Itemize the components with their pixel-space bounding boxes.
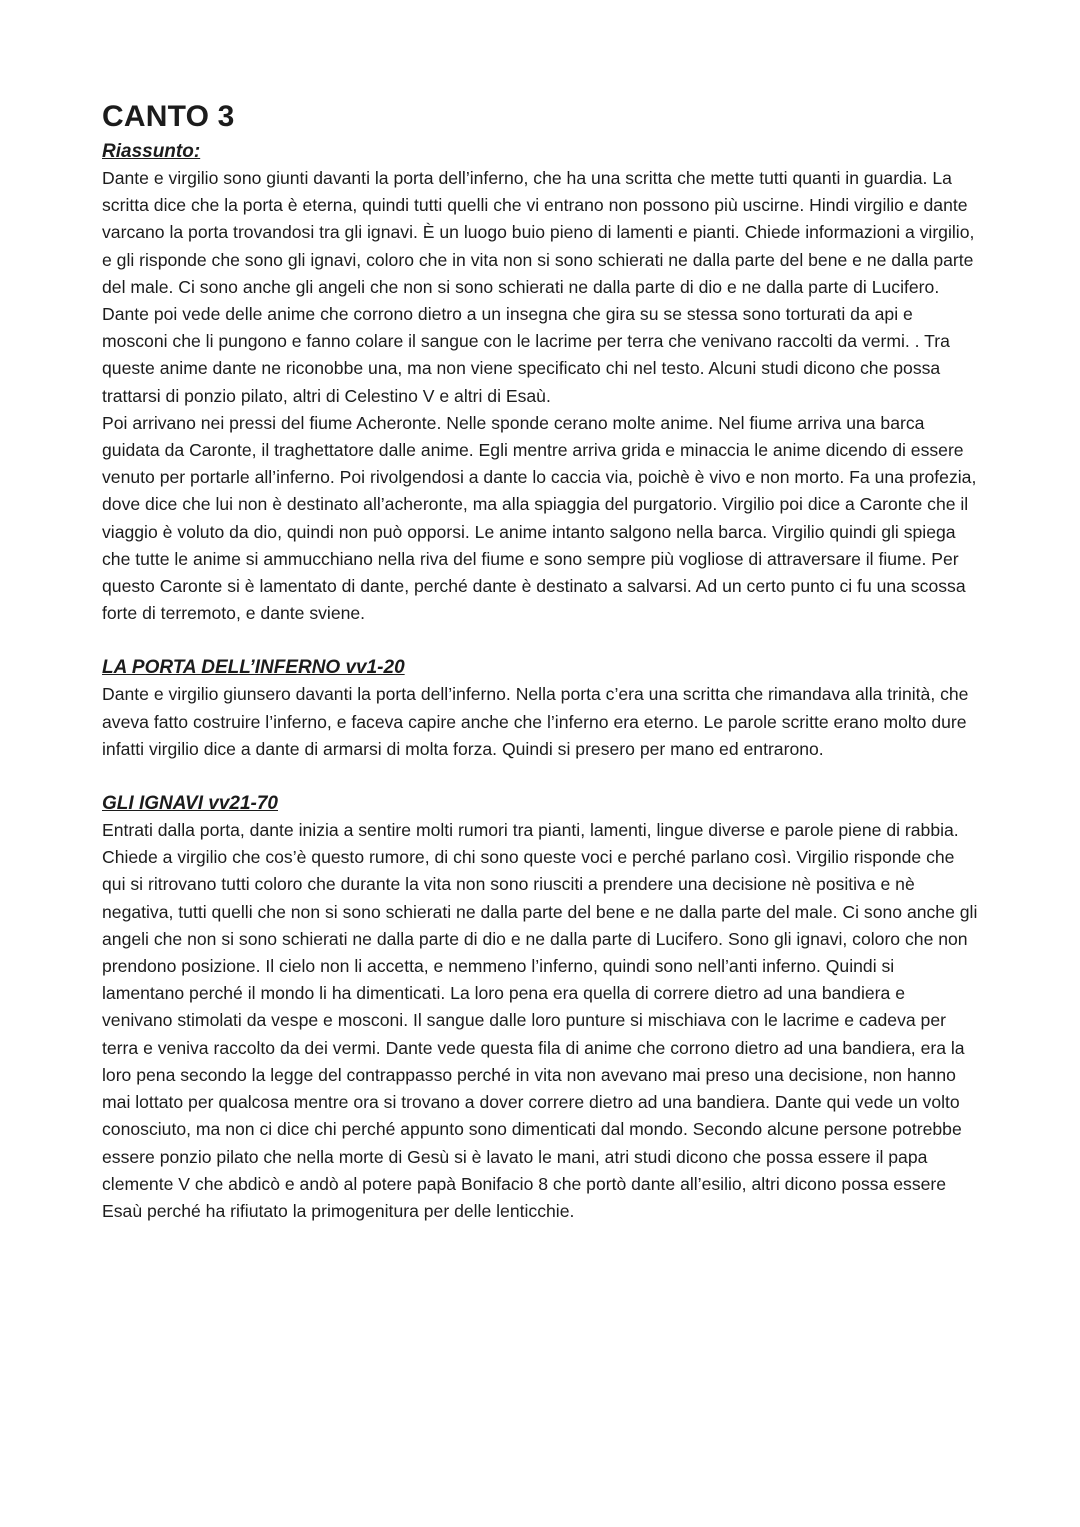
document-page — [102, 96, 980, 1225]
section-heading-riassunto: Riassunto: — [102, 141, 201, 162]
section-heading-porta-inferno: LA PORTA DELL’INFERNO vv1-20 — [102, 657, 405, 679]
section-heading-ignavi: GLI IGNAVI vv21-70 — [102, 793, 278, 815]
porta-inferno-paragraph: Dante e virgilio giunsero davanti la porta dell’inferno. Nella porta c’era una scritta che rimandava alla trinità, che aveva fatto costruire l’inferno, e faceva capire anche che l’inferno era eterno. Le parole scritte erano molto dure infatti virgilio dice a dante di armarsi di molta forza. Quindi si presero per mano ed entrarono. — [102, 684, 969, 759]
section-spacer — [102, 763, 980, 790]
riassunto-paragraph-1: Dante e virgilio sono giunti davanti la porta dell’inferno, che ha una scritta che mette tutti quanti in guardia. La scritta dice che la porta è eterna, quindi tutti quelli che vi entrano non possono più uscirne. Hindi virgilio e dante varcano la porta trovandosi tra gli ignavi. È un luogo buio pieno di lamenti e pianti. Chiede informazioni a virgilio, e gli risponde che sono gli ignavi, coloro che in vita non si sono schierati ne dalla parte del bene e ne dalla parte del male. Ci sono anche gli angeli che non si sono schierati ne dalla parte di dio e ne dalla parte di Lucifero. Dante poi vede delle anime che corrono dietro a un insegna che gira su se stessa sono torturati da api e mosconi che li pungono e fanno colare il sangue con le lacrime per terra che venivano raccolti da vermi. . Tra queste anime dante ne riconobbe una, ma non viene specificato chi nel testo. Alcuni studi dicono che possa trattarsi di ponzio pilato, altri di Celestino V e altri di Esaù. — [102, 168, 975, 406]
page-title: CANTO 3 — [102, 100, 235, 133]
ignavi-paragraph: Entrati dalla porta, dante inizia a sentire molti rumori tra pianti, lamenti, lingue diverse e parole piene di rabbia. Chiede a virgilio che cos’è questo rumore, di chi sono queste voci e perché parlano così. Virgilio risponde che qui si ritrovano tutti coloro che durante la vita non sono riusciti a prendere una decisione nè positiva e nè negativa, tutti quelli che non si sono schierati ne dalla parte del bene e ne dalla parte del male. Ci sono anche gli angeli che non si sono schierati ne dalla parte di dio e ne dalla parte di Lucifero. Sono gli ignavi, coloro che non prendono posizione. Il cielo non li accetta, e nemmeno l’inferno, quindi sono nell’anti inferno. Quindi si lamentano perché il mondo li ha dimenticati. La loro pena era quella di correre dietro ad una bandiera e venivano stimolati da vespe e mosconi. Il sangue dalle loro punture si mischiava con le lacrime e cadeva per terra e veniva raccolto da dei vermi. Dante vede questa fila di anime che corrono dietro ad una bandiera, era la loro pena secondo la legge del contrappasso perché in vita non avevano mai preso una decisione, non hanno mai lottato per qualcosa mentre ora si trovano a dover correre dietro ad una bandiera. Dante qui vede un volto conosciuto, ma non ci dice chi perché appunto sono dimenticati dal mondo. Secondo alcune persone potrebbe essere ponzio pilato che nella morte di Gesù si è lavato le mani, atri studi dicono che possa essere il papa clemente V che abdicò e andò al potere papà Bonifacio 8 che portò dante all’esilio, altri dicono possa essere Esaù perché ha rifiutato la primogenitura per delle lenticchie. — [102, 820, 978, 1221]
riassunto-paragraph-2: Poi arrivano nei pressi del fiume Acheronte. Nelle sponde cerano molte anime. Nel fiume arriva una barca guidata da Caronte, il traghettatore dalle anime. Egli mentre arriva grida e minaccia le anime dicendo di essere venuto per portarle all’inferno. Poi rivolgendosi a dante lo caccia via, poichè è vivo e non morto. Fa una profezia, dove dice che lui non è destinato all’acheronte, ma alla spiaggia del purgatorio. Virgilio poi dice a Caronte che il viaggio è voluto da dio, quindi non può opporsi. Le anime intanto salgono nella barca. Virgilio quindi gli spiega che tutte le anime si ammucchiano nella riva del fiume e sono sempre più vogliose di attraversare il fiume. Per questo Caronte si è lamentato di dante, perché dante è destinato a salvarsi. Ad un certo punto ci fu una scossa forte di terremoto, e dante sviene. — [102, 412, 977, 624]
section-spacer — [102, 627, 980, 654]
